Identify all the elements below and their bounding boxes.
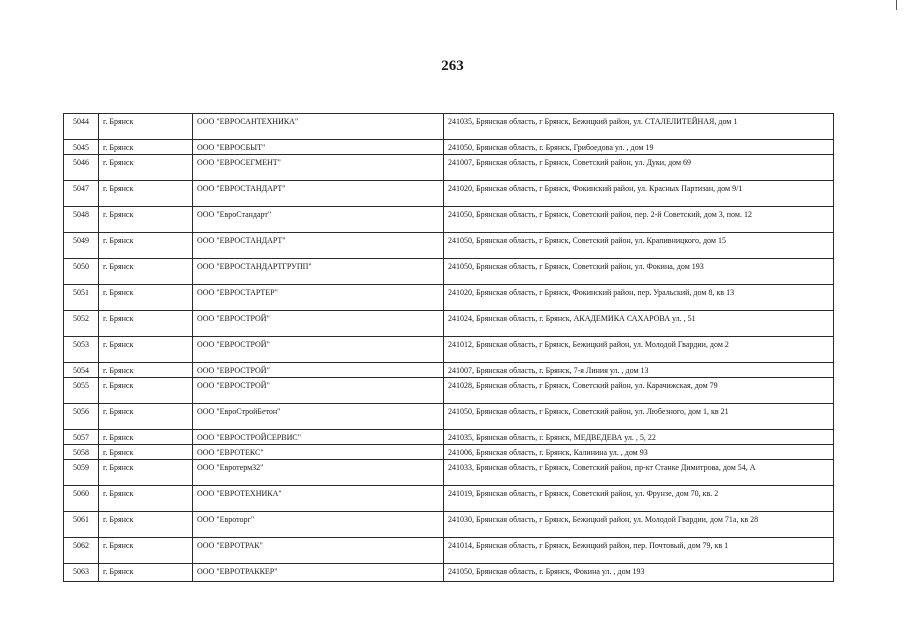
table-row [64,337,834,363]
row-address: 241006, Брянская область, г. Брянск, Калинина ул. , дом 93 [444,445,834,460]
row-number: 5049 [64,233,99,259]
row-organization: ООО "ЕВРОСТРОЙСЕРВИС" [193,430,444,445]
row-number: 5063 [64,564,99,582]
row-number: 5057 [64,430,99,445]
table-row [64,512,834,538]
row-organization: ООО "ЕВРОСБЫТ" [193,140,444,155]
row-number: 5055 [64,378,99,404]
row-city: г. Брянск [99,363,193,378]
row-address: 241033, Брянская область, г Брянск, Советский район, пр-кт Станке Димитрова, дом 54, А [444,460,834,486]
row-organization: ООО "ЕВРОСТРОЙ" [193,363,444,378]
row-number: 5047 [64,181,99,207]
row-address: 241019, Брянская область, г Брянск, Советский район, ул. Фрунзе, дом 70, кв. 2 [444,486,834,512]
row-city: г. Брянск [99,404,193,430]
row-address: 241050, Брянская область, г Брянск, Советский район, пер. 2-й Советский, дом 3, пом. 12 [444,207,834,233]
table-row [64,259,834,285]
row-address: 241035, Брянская область, г. Брянск, МЕДВЕДЕВА ул. , 5, 22 [444,430,834,445]
row-number: 5048 [64,207,99,233]
row-organization: ООО "ЕВРОТЕКС" [193,445,444,460]
row-number: 5054 [64,363,99,378]
row-address: 241050, Брянская область, г. Брянск, Фокина ул. , дом 193 [444,564,834,582]
row-organization: ООО "ЕВРОСЕГМЕНТ" [193,155,444,181]
table-row [64,311,834,337]
row-organization: ООО "ЕвроСтандарт" [193,207,444,233]
row-city: г. Брянск [99,512,193,538]
row-city: г. Брянск [99,486,193,512]
table-row [64,445,834,460]
row-number: 5053 [64,337,99,363]
row-address: 241030, Брянская область, г Брянск, Бежицкий район, ул. Молодой Гвардии, дом 71а, кв 28 [444,512,834,538]
row-address: 241050, Брянская область, г. Брянск, Грибоедова ул. , дом 19 [444,140,834,155]
row-address: 241007, Брянская область, г. Брянск, 7-я Линия ул. , дом 13 [444,363,834,378]
row-city: г. Брянск [99,233,193,259]
row-address: 241012, Брянская область, г Брянск, Бежицкий район, ул. Молодой Гвардии, дом 2 [444,337,834,363]
row-number: 5056 [64,404,99,430]
row-address: 241050, Брянская область, г Брянск, Советский район, ул. Крапивницкого, дом 15 [444,233,834,259]
row-organization: ООО "ЕВРОТРАК" [193,538,444,564]
row-number: 5051 [64,285,99,311]
row-address: 241050, Брянская область, г Брянск, Советский район, ул. Фокина, дом 193 [444,259,834,285]
table-row [64,564,834,582]
row-city: г. Брянск [99,259,193,285]
row-address: 241028, Брянская область, г Брянск, Советский район, ул. Карачижская, дом 79 [444,378,834,404]
row-number: 5061 [64,512,99,538]
row-number: 5060 [64,486,99,512]
row-organization: ООО "ЕВРОСТАНДАРТ" [193,233,444,259]
row-city: г. Брянск [99,181,193,207]
table-row [64,430,834,445]
page-number: 263 [441,58,464,74]
table-row [64,460,834,486]
table-row [64,207,834,233]
table-row [64,140,834,155]
row-organization: ООО "ЕВРОТРАККЕР" [193,564,444,582]
row-city: г. Брянск [99,114,193,140]
row-number: 5052 [64,311,99,337]
table-row [64,285,834,311]
row-city: г. Брянск [99,285,193,311]
row-address: 241020, Брянская область, г Брянск, Фокинский район, пер. Уральский, дом 8, кв 13 [444,285,834,311]
row-city: г. Брянск [99,564,193,582]
row-number: 5050 [64,259,99,285]
row-city: г. Брянск [99,378,193,404]
row-organization: ООО "ЕВРОТЕХНИКА" [193,486,444,512]
row-address: 241035, Брянская область, г Брянск, Бежицкий район, ул. СТАЛЕЛИТЕЙНАЯ, дом 1 [444,114,834,140]
row-city: г. Брянск [99,207,193,233]
page-edge-mark [896,0,897,10]
row-organization: ООО "Евроторг" [193,512,444,538]
row-organization: ООО "Евротерм32" [193,460,444,486]
table-row [64,538,834,564]
row-organization: ООО "ЕВРОСТРОЙ" [193,311,444,337]
row-city: г. Брянск [99,337,193,363]
row-organization: ООО "ЕВРОСТРОЙ" [193,378,444,404]
row-address: 241014, Брянская область, г Брянск, Бежицкий район, пер. Почтовый, дом 79, кв 1 [444,538,834,564]
row-number: 5044 [64,114,99,140]
table-row [64,155,834,181]
table-row [64,181,834,207]
row-organization: ООО "ЕвроСтройБетон" [193,404,444,430]
row-city: г. Брянск [99,140,193,155]
table-row [64,378,834,404]
row-address: 241050, Брянская область, г Брянск, Советский район, ул. Любезного, дом 1, кв 21 [444,404,834,430]
table-row [64,404,834,430]
row-organization: ООО "ЕВРОСТАРТЕР" [193,285,444,311]
row-address: 241020, Брянская область, г Брянск, Фокинский район, ул. Красных Партизан, дом 9/1 [444,181,834,207]
row-organization: ООО "ЕВРОСАНТЕХНИКА" [193,114,444,140]
registry-table [63,113,834,582]
row-address: 241007, Брянская область, г Брянск, Советский район, ул. Дуки, дом 69 [444,155,834,181]
row-city: г. Брянск [99,311,193,337]
table-row [64,486,834,512]
registry-table-body [64,114,834,582]
row-number: 5058 [64,445,99,460]
row-number: 5059 [64,460,99,486]
row-address: 241024, Брянская область, г. Брянск, АКАДЕМИКА САХАРОВА ул. , 51 [444,311,834,337]
row-organization: ООО "ЕВРОСТРОЙ" [193,337,444,363]
row-organization: ООО "ЕВРОСТАНДАРТ" [193,181,444,207]
row-number: 5045 [64,140,99,155]
row-organization: ООО "ЕВРОСТАНДАРТГРУПП" [193,259,444,285]
row-city: г. Брянск [99,460,193,486]
table-row [64,114,834,140]
row-city: г. Брянск [99,538,193,564]
row-number: 5046 [64,155,99,181]
row-city: г. Брянск [99,430,193,445]
row-city: г. Брянск [99,155,193,181]
row-city: г. Брянск [99,445,193,460]
row-number: 5062 [64,538,99,564]
table-row [64,233,834,259]
table-row [64,363,834,378]
